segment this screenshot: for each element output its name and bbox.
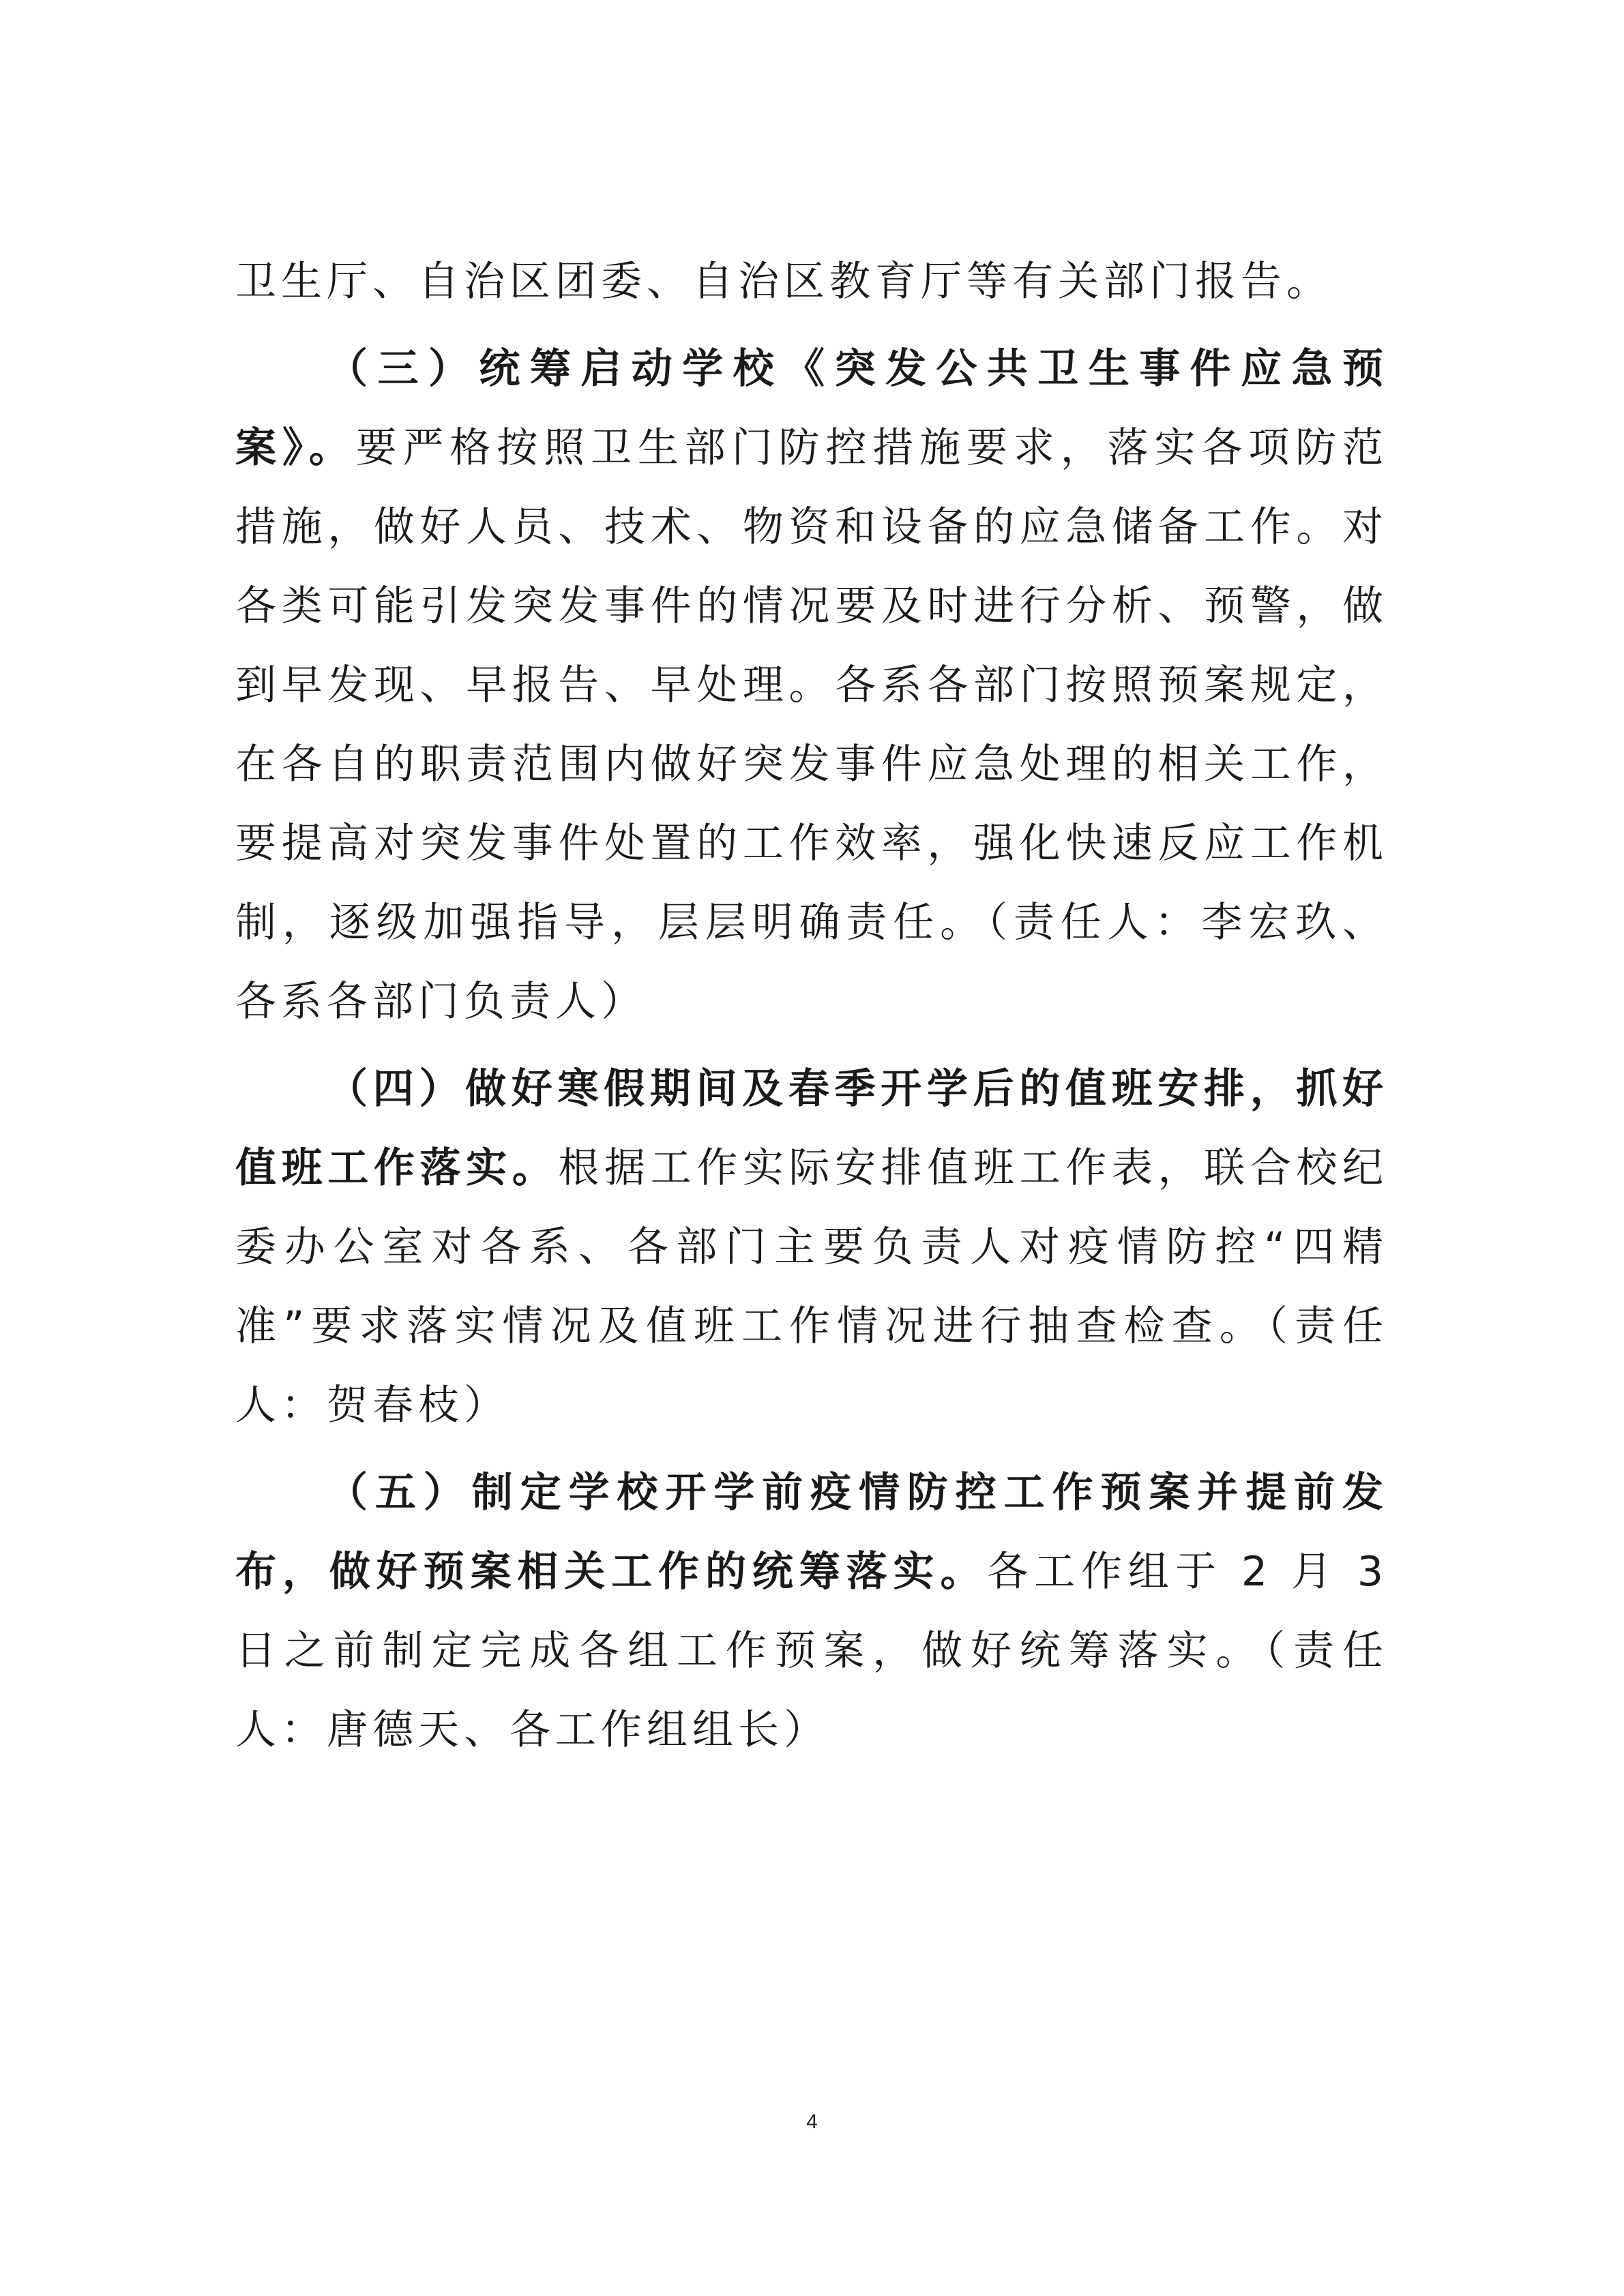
paragraph-text: 根据工作实际安排值班工作表，联合校纪委办公室对各系、各部门主要负责人对疫情防控“四精准”要求落实情况及值班工作情况进行抽查检查。（责任人：贺春枝）	[235, 1144, 1388, 1429]
paragraph-continuation	[235, 242, 1388, 321]
paragraph-section-4	[235, 1049, 1388, 1445]
paragraph-heading: （四）做好寒假期间及春季开学后的值班安排，抓好值班工作落实。	[235, 1065, 1388, 1192]
paragraph-section-3	[235, 329, 1388, 1041]
page-number: 4	[806, 2111, 818, 2133]
paragraph-text: 要严格按照卫生部门防控措施要求，落实各项防范措施，做好人员、技术、物资和设备的应急储备工作。对各类可能引发突发事件的情况要及时进行分析、预警，做到早发现、早报告、早处理。各系各部门按照预案规定，在各自的职责范围内做好突发事件应急处理的相关工作，要提高对突发事件处置的工作效率，强化快速反应工作机制，逐级加强指导，层层明确责任。（责任人：李宏玖、各系各部门负责人）	[235, 424, 1388, 1026]
paragraph-section-5	[235, 1453, 1388, 1770]
document-body	[235, 242, 1388, 1778]
paragraph-heading: （五）制定学校开学前疫情防控工作预案并提前发布，做好预案相关工作的统筹落实。	[235, 1469, 1388, 1596]
paragraph-text: 各工作组于 2 月 3 日之前制定完成各组工作预案，做好统筹落实。（责任人：唐德天、各工作组组长）	[235, 1548, 1388, 1754]
paragraph-heading: （三）统筹启动学校《突发公共卫生事件应急预案》。	[235, 345, 1388, 472]
paragraph-text: 卫生厅、自治区团委、自治区教育厅等有关部门报告。	[235, 258, 1332, 305]
